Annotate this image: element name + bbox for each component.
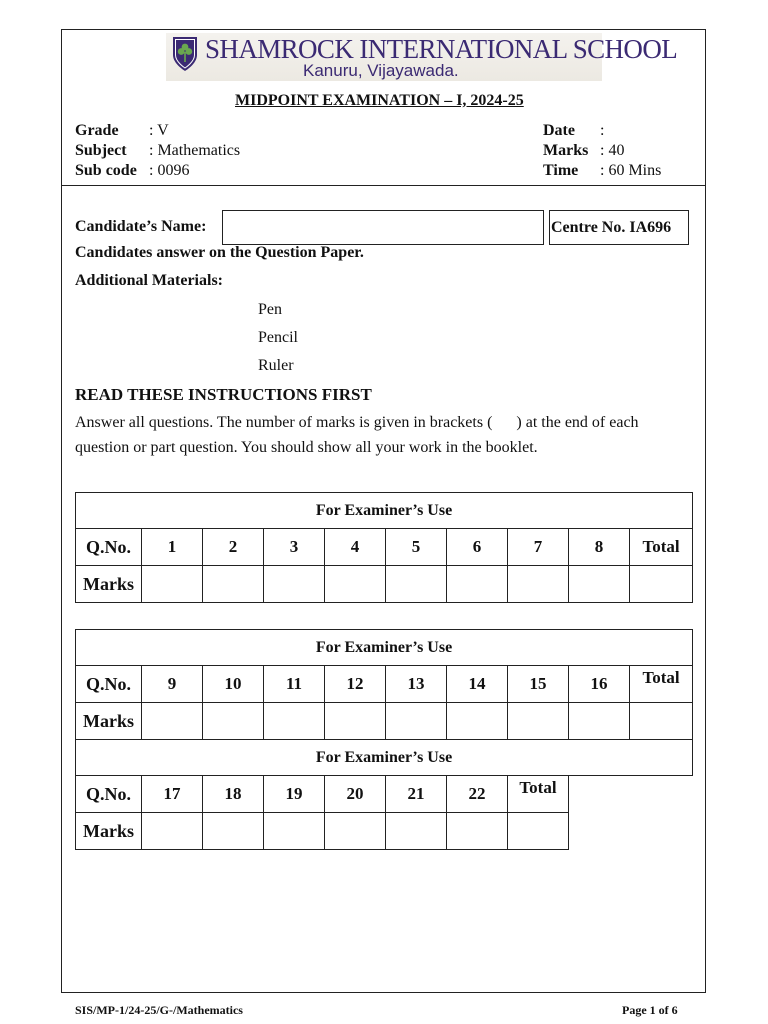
empty-space (569, 776, 693, 813)
meta-subject-row (75, 141, 240, 161)
marks-cell[interactable] (203, 566, 264, 603)
question-number: 16 (569, 666, 630, 703)
question-number: 1 (142, 529, 203, 566)
instructions-line: Answer all questions. The number of marks is given in brackets ( ) at the end of each (75, 414, 639, 431)
meta-value: : 40 (600, 142, 625, 159)
table-heading: For Examiner’s Use (76, 740, 693, 776)
footer-code: SIS/MP-1/24-25/G-/Mathematics (75, 1003, 243, 1017)
question-number: 13 (386, 666, 447, 703)
marks-label: Marks (76, 566, 142, 603)
question-number: 18 (203, 776, 264, 813)
question-number: 7 (508, 529, 569, 566)
qno-row (76, 666, 693, 703)
question-number: 2 (203, 529, 264, 566)
meta-label: Date (543, 122, 575, 139)
total-marks-cell[interactable] (508, 813, 569, 850)
shamrock-shield-icon (170, 35, 200, 73)
school-name: SHAMROCK INTERNATIONAL SCHOOL (205, 34, 678, 64)
marks-cell[interactable] (142, 703, 203, 740)
meta-label: Sub code (75, 162, 137, 179)
marks-cell[interactable] (447, 566, 508, 603)
material-item: Pen (258, 301, 282, 318)
question-number: 11 (264, 666, 325, 703)
meta-time-row (543, 161, 661, 181)
exam-title: MIDPOINT EXAMINATION – I, 2024-25 (235, 92, 524, 109)
meta-label: Grade (75, 122, 119, 139)
header-divider (61, 185, 706, 186)
table-heading-row (76, 493, 693, 529)
question-number: 14 (447, 666, 508, 703)
candidate-name-label: Candidate’s Name: (75, 218, 207, 235)
marks-cell[interactable] (325, 703, 386, 740)
marks-cell[interactable] (264, 813, 325, 850)
question-number: 9 (142, 666, 203, 703)
question-number: 12 (325, 666, 386, 703)
marks-cell[interactable] (508, 566, 569, 603)
qno-label: Q.No. (76, 776, 142, 813)
meta-value: : (600, 122, 605, 139)
question-number: 21 (386, 776, 447, 813)
total-label: Total (630, 666, 693, 703)
marks-cell[interactable] (569, 566, 630, 603)
meta-value: : 60 Mins (600, 162, 662, 179)
marks-cell[interactable] (386, 703, 447, 740)
question-number: 19 (264, 776, 325, 813)
marks-cell[interactable] (386, 813, 447, 850)
meta-value: : V (149, 122, 169, 139)
table-heading: For Examiner’s Use (76, 493, 693, 529)
question-number: 5 (386, 529, 447, 566)
materials-label: Additional Materials: (75, 272, 223, 289)
examiner-table-2 (75, 629, 693, 850)
material-item: Pencil (258, 329, 298, 346)
question-number: 22 (447, 776, 508, 813)
question-number: 8 (569, 529, 630, 566)
total-marks-cell[interactable] (630, 566, 693, 603)
centre-number: Centre No. IA696 (549, 210, 689, 245)
candidate-name-field[interactable] (222, 210, 544, 245)
question-number: 17 (142, 776, 203, 813)
exam-meta-right (543, 121, 661, 181)
examiner-table-1 (75, 492, 693, 603)
meta-subcode-row (75, 161, 240, 181)
meta-date-row (543, 121, 661, 141)
material-item: Ruler (258, 357, 294, 374)
marks-cell[interactable] (264, 703, 325, 740)
meta-label: Time (543, 162, 579, 179)
answer-note: Candidates answer on the Question Paper. (75, 244, 364, 261)
meta-value: : 0096 (149, 162, 190, 179)
question-number: 20 (325, 776, 386, 813)
question-number: 3 (264, 529, 325, 566)
instructions-line: question or part question. You should show all your work in the booklet. (75, 439, 538, 456)
qno-row (76, 529, 693, 566)
exam-meta-left (75, 121, 240, 181)
marks-cell[interactable] (325, 813, 386, 850)
table-heading: For Examiner’s Use (76, 630, 693, 666)
table-heading-row (76, 740, 693, 776)
marks-cell[interactable] (264, 566, 325, 603)
meta-label: Subject (75, 142, 127, 159)
marks-cell[interactable] (386, 566, 447, 603)
marks-label: Marks (76, 813, 142, 850)
marks-row (76, 813, 693, 850)
marks-cell[interactable] (142, 813, 203, 850)
marks-cell[interactable] (203, 813, 264, 850)
marks-row (76, 566, 693, 603)
qno-label: Q.No. (76, 529, 142, 566)
question-number: 6 (447, 529, 508, 566)
page-number: Page 1 of 6 (622, 1003, 678, 1017)
marks-cell[interactable] (203, 703, 264, 740)
meta-marks-row (543, 141, 661, 161)
table-heading-row (76, 630, 693, 666)
marks-cell[interactable] (142, 566, 203, 603)
marks-cell[interactable] (447, 813, 508, 850)
marks-cell[interactable] (508, 703, 569, 740)
marks-cell[interactable] (447, 703, 508, 740)
meta-value: : Mathematics (149, 142, 241, 159)
total-label: Total (630, 529, 693, 566)
marks-cell[interactable] (325, 566, 386, 603)
meta-label: Marks (543, 142, 589, 159)
school-location: Kanuru, Vijayawada. (303, 61, 459, 80)
meta-grade-row (75, 121, 240, 141)
total-label: Total (508, 776, 569, 813)
qno-label: Q.No. (76, 666, 142, 703)
marks-cell[interactable] (569, 703, 630, 740)
marks-row (76, 703, 693, 740)
qno-row (76, 776, 693, 813)
question-number: 15 (508, 666, 569, 703)
question-number: 10 (203, 666, 264, 703)
question-number: 4 (325, 529, 386, 566)
instructions-title: READ THESE INSTRUCTIONS FIRST (75, 385, 372, 404)
marks-label: Marks (76, 703, 142, 740)
total-marks-cell[interactable] (630, 703, 693, 740)
empty-space (569, 813, 693, 850)
